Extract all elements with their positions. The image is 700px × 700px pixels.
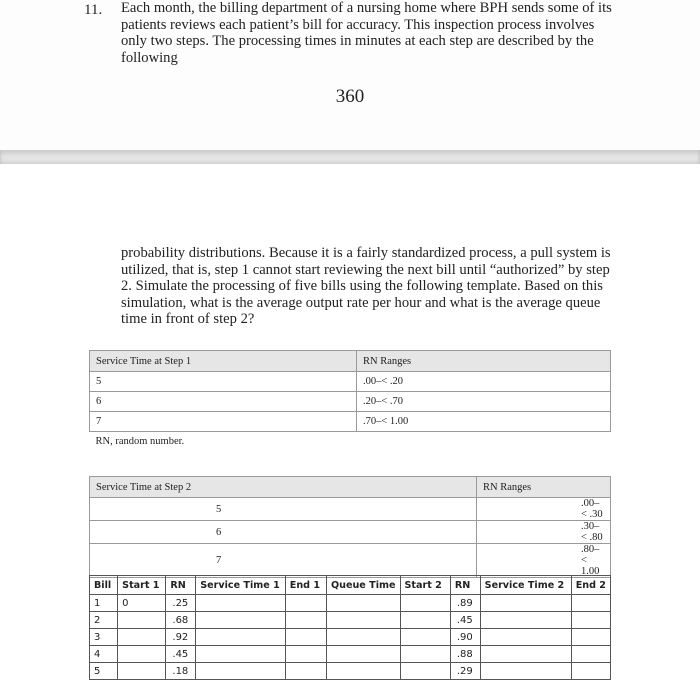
table-row: [90, 521, 611, 544]
end1-cell: [285, 629, 326, 646]
table-row: [90, 372, 611, 392]
start2-cell: [400, 663, 450, 680]
column-header: Start 2: [400, 576, 450, 595]
page-number: 360: [335, 86, 365, 107]
column-header: Service Time at Step 2: [90, 477, 477, 498]
end1-cell: [285, 595, 326, 612]
bill-number: 4: [90, 646, 118, 663]
service-time2-cell: [480, 629, 571, 646]
column-header: Service Time 1: [196, 576, 286, 595]
table-row: [90, 392, 611, 412]
start1-cell: [118, 646, 166, 663]
rn1-cell: .18: [166, 663, 196, 680]
problem-text-bottom: probability distributions. Because it is a fairly standardized process, a pull system is utilized, that is, step 1 cannot start reviewing the next bill until “authorized” by step 2. Simulate the processing of five bills using the following template. Based on this simulation, what is the average output rate per hour and what is the average queue time in front of step 2?: [121, 245, 611, 328]
rn1-cell: .45: [166, 646, 196, 663]
column-header: Start 1: [118, 576, 166, 595]
table-row: [90, 544, 611, 578]
start2-cell: [400, 646, 450, 663]
problem-number: 11.: [84, 2, 103, 18]
table-note-row: [90, 432, 611, 452]
table-row: [90, 612, 611, 629]
rn1-cell: .25: [166, 595, 196, 612]
service-time-cell: 5: [90, 372, 357, 392]
rn1-cell: .92: [166, 629, 196, 646]
service-time2-cell: [480, 612, 571, 629]
bill-number: 3: [90, 629, 118, 646]
queue-time-cell: [326, 646, 400, 663]
column-header: Service Time at Step 1: [90, 351, 357, 372]
start2-cell: [400, 629, 450, 646]
end1-cell: [285, 663, 326, 680]
queue-time-cell: [326, 629, 400, 646]
table-row: [90, 498, 611, 521]
service-time1-cell: [196, 663, 286, 680]
queue-time-cell: [326, 663, 400, 680]
table-row: [90, 412, 611, 432]
start1-cell: 0: [118, 595, 166, 612]
rn2-cell: .29: [450, 663, 480, 680]
table-row: [90, 663, 611, 680]
queue-time-cell: [326, 612, 400, 629]
start2-cell: [400, 612, 450, 629]
start1-cell: [118, 663, 166, 680]
rn-range-cell: .20–< .70: [357, 392, 611, 412]
service-time1-cell: [196, 646, 286, 663]
end2-cell: [571, 629, 610, 646]
page-top: [0, 0, 700, 150]
service-time-cell: 5: [90, 498, 477, 521]
table-row: [90, 646, 611, 663]
table-header-row: [90, 576, 611, 595]
service-time2-cell: [480, 595, 571, 612]
rn-range-cell: .30–< .80: [477, 521, 611, 544]
column-header: End 2: [571, 576, 610, 595]
rn-range-cell: .70–< 1.00: [357, 412, 611, 432]
end1-cell: [285, 646, 326, 663]
start1-cell: [118, 612, 166, 629]
service-time-cell: 7: [90, 412, 357, 432]
service-time2-cell: [480, 646, 571, 663]
rn1-cell: .68: [166, 612, 196, 629]
bill-number: 5: [90, 663, 118, 680]
rn2-cell: .90: [450, 629, 480, 646]
page-divider: [0, 150, 700, 164]
rn-range-cell: .00–< .20: [357, 372, 611, 392]
table-note: RN, random number.: [90, 432, 611, 452]
rn-range-cell: .80–< 1.00: [477, 544, 611, 578]
bill-number: 2: [90, 612, 118, 629]
rn2-cell: .45: [450, 612, 480, 629]
column-header: End 1: [285, 576, 326, 595]
rn-range-cell: .00–< .30: [477, 498, 611, 521]
column-header: RN Ranges: [357, 351, 611, 372]
step1-service-time-table: [89, 350, 611, 451]
table-row: [90, 595, 611, 612]
end2-cell: [571, 663, 610, 680]
end2-cell: [571, 646, 610, 663]
bill-number: 1: [90, 595, 118, 612]
service-time1-cell: [196, 629, 286, 646]
service-time1-cell: [196, 595, 286, 612]
column-header: RN: [450, 576, 480, 595]
column-header: RN Ranges: [477, 477, 611, 498]
column-header: Queue Time: [326, 576, 400, 595]
service-time2-cell: [480, 663, 571, 680]
service-time-cell: 6: [90, 521, 477, 544]
start1-cell: [118, 629, 166, 646]
start2-cell: [400, 595, 450, 612]
column-header: RN: [166, 576, 196, 595]
end2-cell: [571, 612, 610, 629]
table-header-row: [90, 351, 611, 372]
step2-service-time-table: [89, 476, 611, 578]
rn2-cell: .88: [450, 646, 480, 663]
service-time-cell: 6: [90, 392, 357, 412]
problem-text-top: Each month, the billing department of a nursing home where BPH sends some of its patients reviews each patient’s bill for accuracy. This inspection process involves only two steps. The processing times in minutes at each step are described by the following: [121, 0, 612, 66]
simulation-template-table: [89, 575, 611, 680]
rn2-cell: .89: [450, 595, 480, 612]
column-header: Bill: [90, 576, 118, 595]
queue-time-cell: [326, 595, 400, 612]
service-time1-cell: [196, 612, 286, 629]
column-header: Service Time 2: [480, 576, 571, 595]
end1-cell: [285, 612, 326, 629]
end2-cell: [571, 595, 610, 612]
table-header-row: [90, 477, 611, 498]
table-row: [90, 629, 611, 646]
service-time-cell: 7: [90, 544, 477, 578]
